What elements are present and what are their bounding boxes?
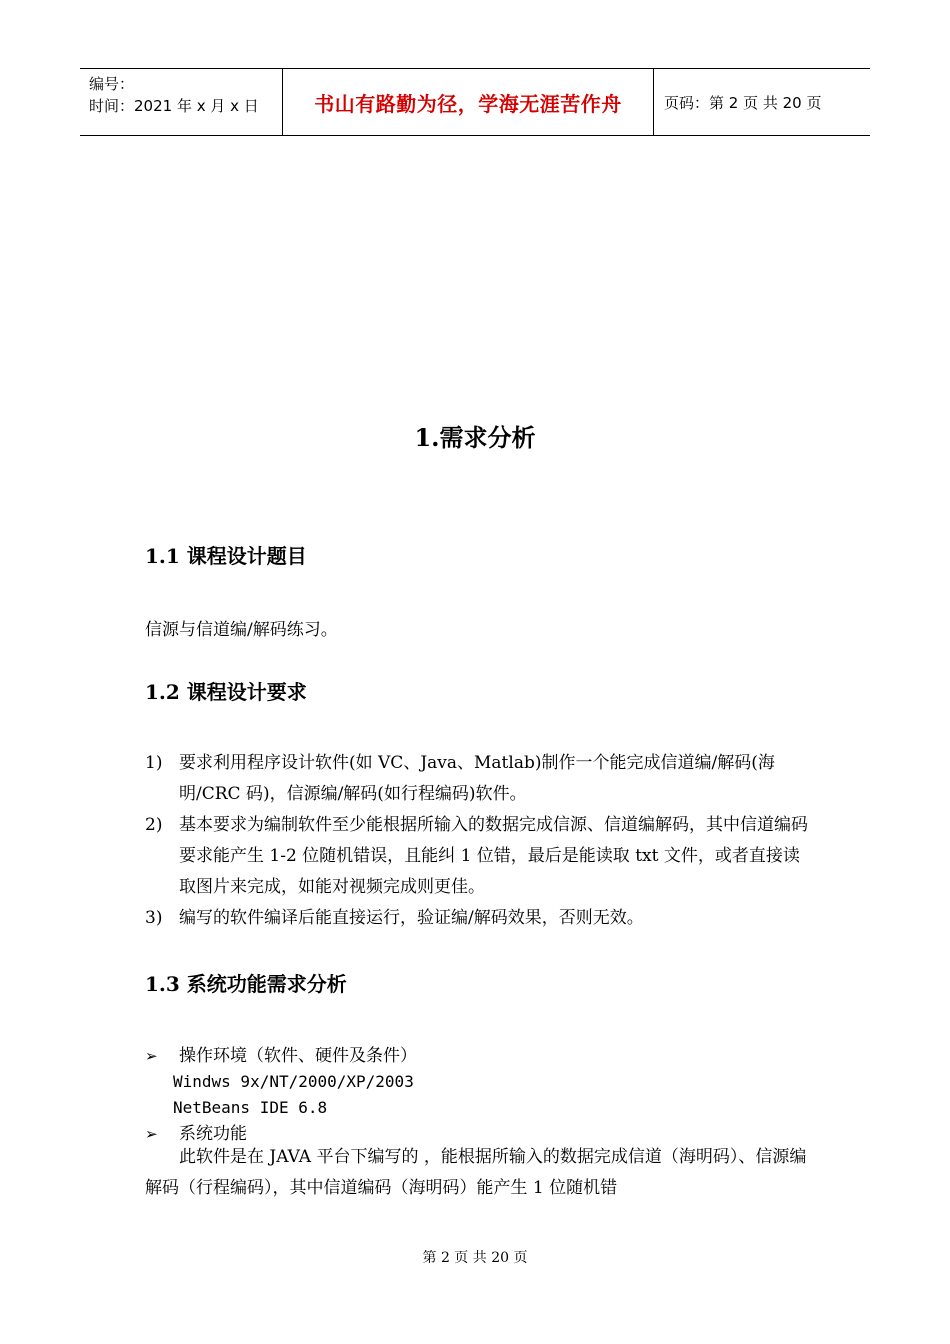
list-item	[145, 810, 815, 903]
bullet-item-env	[145, 1043, 815, 1069]
env-title: 操作环境（软件、硬件及条件）	[179, 1046, 417, 1066]
section-heading-1-3: 1.3 系统功能需求分析	[145, 972, 347, 996]
list-text: 基本要求为编制软件至少能根据所输入的数据完成信源、信道编解码，其中信道编码要求能产生 1-2 位随机错误，且能纠 1 位错，最后是能读取 txt 文件，或者直接读取图片来完成，如能对视频完成则更佳。	[179, 815, 808, 897]
func-paragraph: 此软件是在 JAVA 平台下编写的 ，能根据所输入的数据完成信道（海明码）、信源编解码（行程编码），其中信道编码（海明码）能产生 1 位随机错	[145, 1147, 807, 1198]
analysis-block	[145, 1043, 815, 1147]
env-line: NetBeans IDE 6.8	[173, 1098, 328, 1117]
func-title: 系统功能	[179, 1124, 247, 1144]
list-number: 3)	[145, 908, 163, 928]
chapter-title: 1.需求分析	[414, 423, 536, 452]
list-item	[145, 903, 815, 934]
page-info: 页码：第 2 页 共 20 页	[664, 93, 822, 112]
requirements-list	[145, 748, 815, 934]
arrow-bullet-icon: ➢	[145, 1125, 158, 1143]
header-meta	[80, 69, 282, 135]
serial-label: 编号：	[89, 75, 135, 93]
section-heading-1-2: 1.2 课程设计要求	[145, 680, 307, 704]
page-header	[80, 68, 870, 136]
page-footer: 第 2 页 共 20 页	[422, 1250, 528, 1266]
list-number: 2)	[145, 815, 163, 835]
header-page-info	[654, 69, 870, 135]
list-number: 1)	[145, 753, 163, 773]
header-motto-cell	[282, 69, 654, 135]
time-label: 时间：2021 年 x 月 x 日	[89, 97, 259, 115]
motto: 书山有路勤为径，学海无涯苦作舟	[314, 91, 622, 116]
section-heading-1-1: 1.1 课程设计题目	[145, 544, 307, 568]
list-text: 要求利用程序设计软件(如 VC、Java、Matlab)制作一个能完成信道编/解码(海明/CRC 码)，信源编/解码(如行程编码)软件。	[179, 753, 775, 804]
arrow-bullet-icon: ➢	[145, 1047, 158, 1065]
list-text: 编写的软件编译后能直接运行，验证编/解码效果，否则无效。	[179, 908, 644, 928]
env-line: Windws 9x/NT/2000/XP/2003	[173, 1072, 414, 1091]
section-body-1-1: 信源与信道编/解码练习。	[145, 620, 338, 640]
list-item	[145, 748, 815, 810]
